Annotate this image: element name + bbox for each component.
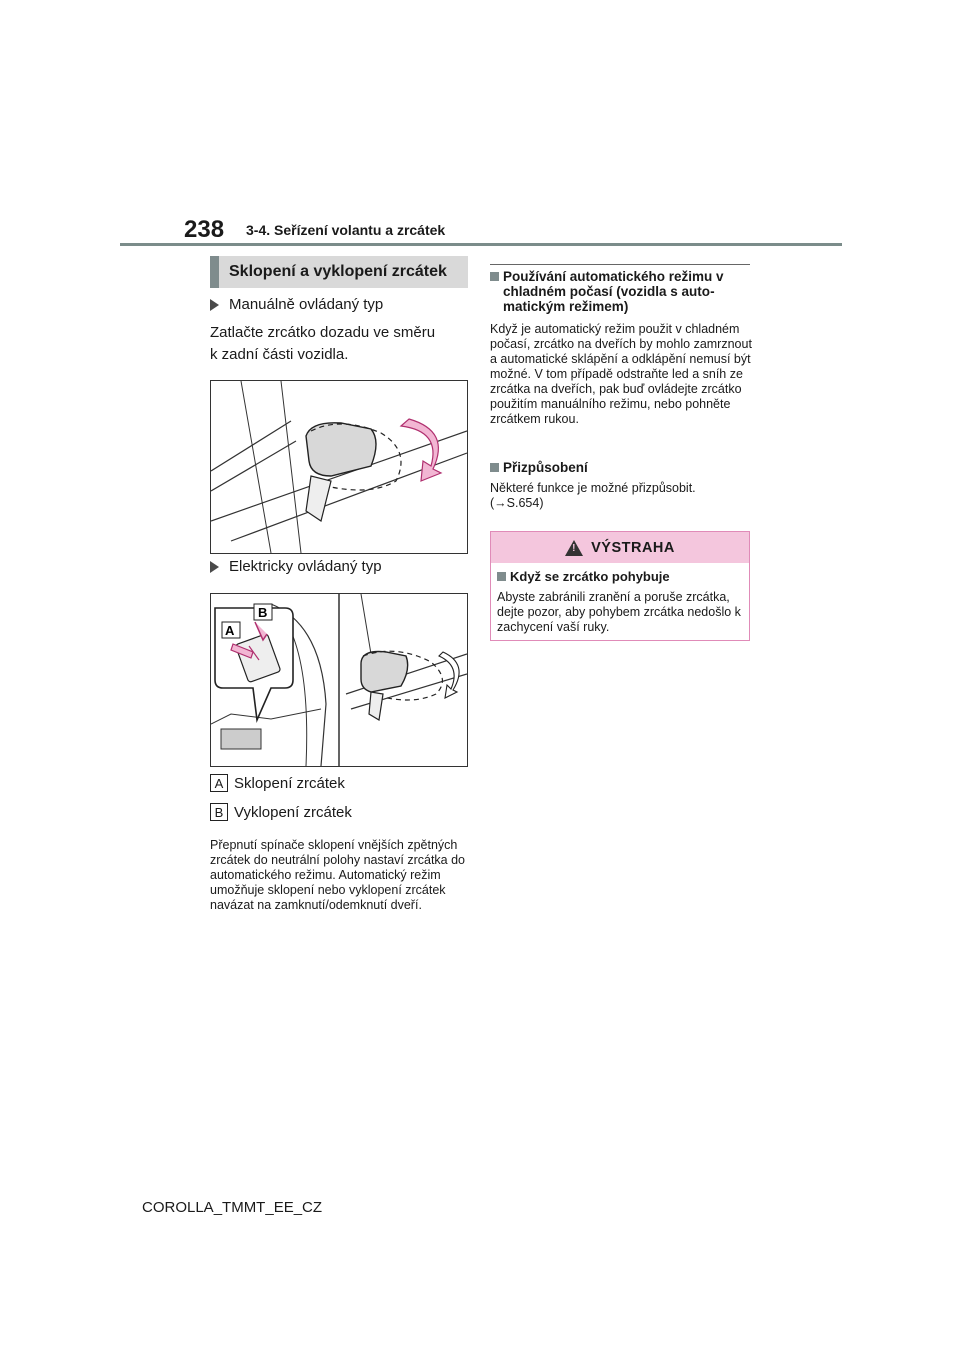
warning-box xyxy=(490,531,750,641)
warning-heading xyxy=(497,569,743,584)
chapter-title: 3-4. Seřízení volantu a zrcátek xyxy=(246,222,446,238)
manual-instruction-1: Zatlačte zrcátko dozadu ve směru xyxy=(210,324,436,341)
label-a-text: Sklopení zrcátek xyxy=(234,774,345,792)
auto-cold-heading-text: Používání automatického režimu v chladném počasí (vozidla s automatickým režimem) xyxy=(503,269,724,314)
section-heading-bar xyxy=(210,256,468,288)
section-accent xyxy=(210,256,219,288)
label-b-text: Vyklopení zrcátek xyxy=(234,803,352,821)
header-rule xyxy=(120,243,842,246)
manual-instruction-2: k zadní části vozidla. xyxy=(210,346,349,363)
svg-text:A: A xyxy=(225,623,235,638)
electric-type-label: Elektricky ovládaný typ xyxy=(229,558,382,575)
electric-mirror-drawing xyxy=(211,594,467,766)
svg-text:B: B xyxy=(258,605,268,620)
manual-type-label: Manuálně ovládaný typ xyxy=(229,296,384,313)
customize-heading-text: Přizpůsobení xyxy=(503,460,588,475)
triangle-bullet-icon xyxy=(210,299,219,311)
label-b-box: B xyxy=(210,803,228,821)
square-bullet-icon xyxy=(490,463,499,472)
section-title: Sklopení a vyklopení zrcátek xyxy=(229,263,447,280)
warning-triangle-icon: ! xyxy=(565,540,583,556)
label-a-box: A xyxy=(210,774,228,792)
customize-heading xyxy=(490,460,588,475)
label-a-row xyxy=(210,774,345,792)
warning-body xyxy=(491,563,749,635)
manual-mirror-illustration xyxy=(210,380,468,554)
manual-mirror-drawing xyxy=(211,381,467,553)
square-bullet-icon xyxy=(497,572,506,581)
right-column-rule xyxy=(490,264,750,265)
warning-heading-text: Když se zrcátko pohybuje xyxy=(510,569,670,584)
electric-mirror-illustration xyxy=(210,593,468,767)
label-b-row xyxy=(210,803,352,821)
customize-reference: (→S.654) xyxy=(490,496,544,510)
customize-text-1: Některé funkce je možné přizpůsobit. xyxy=(490,481,696,495)
footer-code: COROLLA_TMMT_EE_CZ xyxy=(142,1199,323,1216)
switch-note: Přepnutí spínače sklopení vnějších zpětných zrcátek do neutrální polohy nastaví zrcátka do automatického režimu. Automatický režim umožňuje sklopení nebo vyklopení zrcátek navázat na zamknutí/odemknutí dveří. xyxy=(210,838,466,912)
triangle-bullet-icon xyxy=(210,561,219,573)
warning-title: VÝSTRAHA xyxy=(591,539,675,556)
square-bullet-icon xyxy=(490,272,499,281)
warning-header xyxy=(491,532,749,563)
page-number: 238 xyxy=(184,216,225,243)
warning-text: Abyste zabránili zranění a poruše zrcátka, dejte pozor, aby pohybem zrcátka nedošlo k zachycení vaší ruky. xyxy=(497,590,741,634)
manual-type-bullet xyxy=(210,296,383,313)
auto-cold-heading xyxy=(490,269,752,314)
electric-type-bullet xyxy=(210,558,382,575)
auto-cold-text: Když je automatický režim použit v chladném počasí, zrcátko na dveřích by mohlo zamrznout a automatické sklápění a odklápění nemusí být možné. V tom případě odstraňte led a sníh ze zrcátka na dveřích, pak buď ovládejte zrcátko použitím manuálního režimu, nebo pohněte zrcátkem rukou. xyxy=(490,322,752,426)
